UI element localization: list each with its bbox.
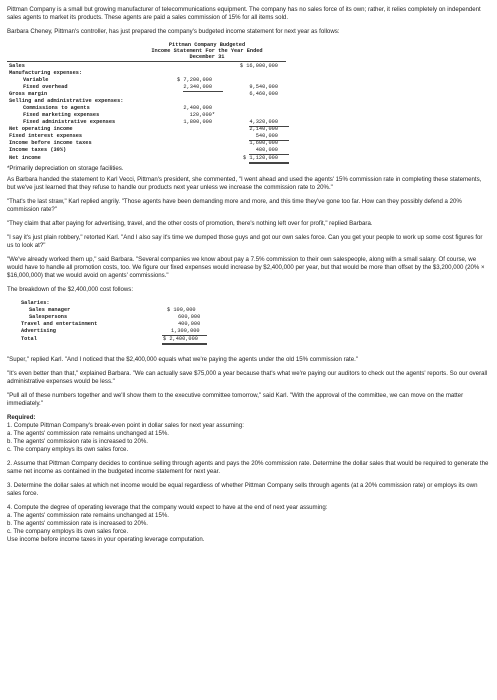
question-2: 2. Assume that Pittman Company decides to continue selling through agents and pays the 20% commission rate. Determine the dollar sales that would be required to generate the same net income as contained in the budgeted income statement for next year. [7, 460, 489, 475]
question-4b: b. The agents' commission rate is increased to 20%. [7, 520, 148, 527]
statement-label: Fixed overhead [23, 84, 68, 90]
statement-label: Income taxes (30%) [9, 147, 67, 153]
story-paragraph: "They claim that after paying for advertising, travel, and the other costs of promotion, there's nothing left over for profit," replied Barbara. [7, 220, 373, 227]
statement-label: Net income [9, 155, 41, 161]
breakdown-label: Salespersons [29, 314, 68, 320]
breakdown-value: 400,000 [178, 321, 201, 327]
statement-col2: 540,000 [255, 133, 278, 139]
breakdown-value: 1,300,000 [171, 328, 200, 334]
cost-breakdown-table [7, 300, 489, 350]
statement-col2: 2,140,000 [249, 126, 278, 132]
statement-col2: 6,460,000 [249, 91, 278, 97]
breakdown-value: 600,000 [178, 314, 201, 320]
intro-paragraph: Pittman Company is a small but growing manufacturer of telecommunications equipment. The company has no sales force of its own; rather, it relies completely on independent sales agents to market its products. These agents are paid a sales commission of 15% for all items sold. [7, 6, 481, 21]
statement-label: Commissions to agents [23, 105, 90, 111]
statement-label: Sales [9, 63, 25, 69]
statement-col1: 120,000* [189, 112, 215, 118]
story-paragraph: As Barbara handed the statement to Karl Vecci, Pittman's president, she commented, "I went ahead and used the agents' 15% commission rate in completing these statements, but we've just learned that they refuse to handle our products next year unless we increase the commission rate to 20%." [7, 176, 482, 191]
story-paragraph: The breakdown of the $2,400,000 cost follows: [7, 286, 134, 293]
breakdown-label: Advertising [21, 328, 56, 334]
statement-label: Fixed marketing expenses [23, 112, 100, 118]
breakdown-value: $ 2,400,000 [163, 336, 198, 342]
required-section [7, 414, 489, 544]
statement-col1: 1,800,000 [183, 119, 212, 125]
story-paragraph: "That's the last straw," Karl replied angrily. "Those agents have been demanding more and more, and this time they've gone too far. How can they possibly defend a 20% commission rate?" [7, 198, 462, 213]
required-title: Required: [7, 414, 36, 421]
question-4c: c. The company employs its own sales force. [7, 528, 129, 535]
statement-title-date: December 31 [189, 54, 225, 60]
intro-paragraph-2: Barbara Cheney, Pittman's controller, has just prepared the company's budgeted income statement for next year as follows: [7, 28, 340, 35]
statement-title-company: Pittman Company Budgeted [168, 42, 246, 48]
story-paragraph: "It's even better than that," explained Barbara. "We can actually save $75,000 a year because that's what we're paying our auditors to check out the agents' reports. So our overall administrative expenses would be less." [7, 370, 488, 385]
story-paragraph: "I say it's just plain robbery," retorted Karl. "And I also say it's time we dumped those guys and got our own sales force. Can you get your people to work up some cost figures for us to look at?" [7, 234, 483, 249]
statement-label: Manufacturing expenses: [9, 70, 83, 76]
statement-label: Income before income taxes [9, 140, 92, 146]
statement-label: Selling and administrative expenses: [9, 98, 124, 104]
statement-label: Fixed interest expenses [9, 133, 83, 139]
question-1a: a. The agents' commission rate remains unchanged at 15%. [7, 430, 169, 437]
statement-col2: 480,000 [255, 147, 278, 153]
story-paragraph: "We've already worked them up," said Barbara. "Several companies we know about pay a 7.5% commission to their own salespeople, along with a small salary. Of course, we would have to handle all promotion costs, too. We figure our fixed expenses would increase by $2,400,000 per year, but that would be more than offset by the $3,200,000 (20% × $16,000,000) that we would avoid on agents' commissions." [7, 256, 485, 279]
statement-col2: $ 1,120,000 [243, 155, 278, 161]
statement-col2: 4,320,000 [249, 119, 278, 125]
statement-label: Variable [23, 77, 49, 83]
question-1b: b. The agents' commission rate is increased to 20%. [7, 438, 148, 445]
statement-col2: 9,540,000 [249, 84, 278, 90]
income-statement [7, 42, 489, 210]
breakdown-heading: Salaries: [21, 300, 50, 306]
question-4-note: Use income before income taxes in your operating leverage computation. [7, 536, 205, 543]
statement-header-rule [7, 61, 286, 62]
breakdown-double-rule [162, 343, 207, 345]
statement-col1: 2,400,000 [183, 105, 212, 111]
statement-label: Fixed administrative expenses [23, 119, 116, 125]
story-paragraph: "Super," replied Karl. "And I noticed that the $2,400,000 equals what we're paying the agents under the old 15% commission rate." [7, 356, 358, 363]
statement-title-name: Income Statement For the Year Ended [151, 48, 263, 54]
statement-col2: $ 16,000,000 [239, 63, 278, 69]
question-4a: a. The agents' commission rate remains unchanged at 15%. [7, 512, 169, 519]
statement-double-rule [249, 162, 289, 164]
question-3: 3. Determine the dollar sales at which net income would be equal regardless of whether Pittman Company sells through agents (at a 20% commission rate) or employs its own sales force. [7, 482, 478, 497]
statement-label: Gross margin [9, 91, 48, 97]
question-1c: c. The company employs its own sales force. [7, 446, 129, 453]
statement-col1: $ 7,200,000 [177, 77, 212, 83]
breakdown-value: $ 100,000 [167, 307, 196, 313]
breakdown-label: Total [21, 336, 37, 342]
story-paragraph: "Pull all of these numbers together and we'll show them to the executive committee tomorrow," said Karl. "With the approval of the committee, we can move on the matter immediately." [7, 392, 464, 407]
statement-col2: 1,600,000 [249, 140, 278, 146]
statement-footnote: *Primarily depreciation on storage facilities. [7, 165, 124, 172]
question-1: 1. Compute Pittman Company's break-even point in dollar sales for next year assuming: [7, 422, 244, 429]
breakdown-label: Sales manager [29, 307, 71, 313]
statement-label: Net operating income [9, 126, 73, 132]
statement-col1: 2,340,000 [183, 84, 212, 90]
breakdown-label: Travel and entertainment [21, 321, 98, 327]
question-4: 4. Compute the degree of operating leverage that the company would expect to have at the end of next year assuming: [7, 504, 328, 511]
statement-rule [183, 91, 223, 92]
